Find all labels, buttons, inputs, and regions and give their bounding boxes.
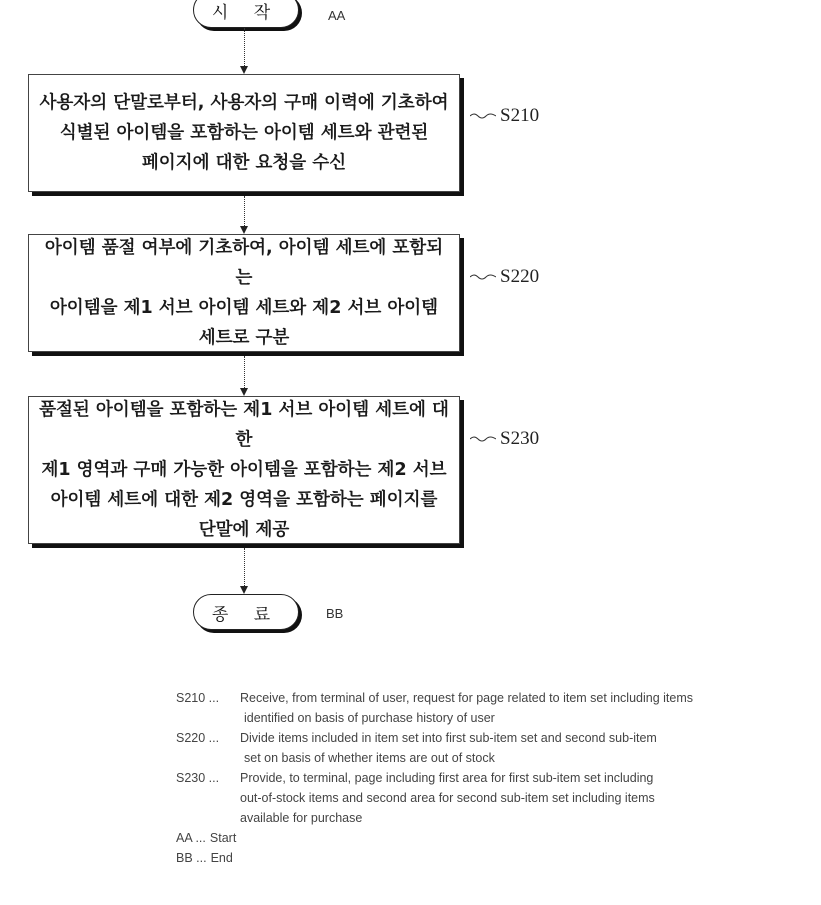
step-id-s230: S230 bbox=[500, 428, 540, 449]
legend-row-s230 bbox=[176, 768, 796, 828]
legend-key: S220 ... bbox=[176, 731, 220, 745]
legend-key: S210 ... bbox=[176, 691, 220, 705]
step-label-s210 bbox=[470, 105, 539, 127]
step-box-s210 bbox=[28, 74, 460, 192]
start-ref-tag: AA bbox=[328, 8, 346, 23]
start-label: 시 작 bbox=[211, 2, 281, 23]
legend bbox=[176, 688, 796, 868]
legend-row-s210 bbox=[176, 688, 796, 728]
end-terminal bbox=[193, 594, 299, 630]
legend-text: End bbox=[210, 851, 233, 865]
step-label-s230 bbox=[470, 428, 539, 450]
step-box-s230 bbox=[28, 396, 460, 544]
legend-row-bb bbox=[176, 848, 796, 868]
end-ref-tag: BB bbox=[326, 606, 344, 621]
arrow-start-to-s210 bbox=[244, 28, 245, 72]
legend-key: BB ... bbox=[176, 851, 207, 865]
legend-row-s220 bbox=[176, 728, 796, 768]
start-terminal bbox=[193, 0, 299, 28]
leader-line-icon bbox=[470, 273, 496, 281]
legend-text: Start bbox=[209, 831, 237, 845]
step-label-s220 bbox=[470, 266, 539, 288]
legend-text: Divide items included in item set into first sub-item set and second sub-item bbox=[240, 731, 657, 745]
leader-line-icon bbox=[470, 112, 496, 120]
legend-key: S230 ... bbox=[176, 771, 220, 785]
legend-text: set on basis of whether items are out of stock bbox=[244, 751, 495, 765]
arrow-s220-to-s230 bbox=[244, 356, 245, 394]
step-text-s210: 사용자의 단말로부터, 사용자의 구매 이력에 기초하여 식별된 아이템을 포함하는 아이템 세트와 관련된 페이지에 대한 요청을 수신 bbox=[39, 93, 449, 173]
legend-text: identified on basis of purchase history of user bbox=[244, 711, 495, 725]
step-box-s220 bbox=[28, 234, 460, 352]
arrow-s210-to-s220 bbox=[244, 196, 245, 232]
step-text-s220: 아이템 품절 여부에 기초하여, 아이템 세트에 포함되는 아이템을 제1 서브 아이템 세트와 제2 서브 아이템 세트로 구분 bbox=[44, 238, 444, 348]
legend-key: AA ... bbox=[176, 831, 206, 845]
legend-row-aa bbox=[176, 828, 796, 848]
legend-text: Provide, to terminal, page including first area for first sub-item set including bbox=[240, 771, 654, 785]
legend-text: available for purchase bbox=[240, 811, 363, 825]
arrow-s230-to-end bbox=[244, 548, 245, 592]
legend-text: Receive, from terminal of user, request for page related to item set including items bbox=[240, 691, 693, 705]
step-text-s230: 품절된 아이템을 포함하는 제1 서브 아이템 세트에 대한 제1 영역과 구매 가능한 아이템을 포함하는 제2 서브 아이템 세트에 대한 제2 영역을 포함하는 페이지를 단말에 제공 bbox=[39, 400, 449, 540]
step-id-s220: S220 bbox=[500, 266, 540, 287]
step-id-s210: S210 bbox=[500, 105, 540, 126]
leader-line-icon bbox=[470, 435, 496, 443]
legend-text: out-of-stock items and second area for second sub-item set including items bbox=[240, 791, 655, 805]
end-label: 종 료 bbox=[211, 604, 281, 625]
